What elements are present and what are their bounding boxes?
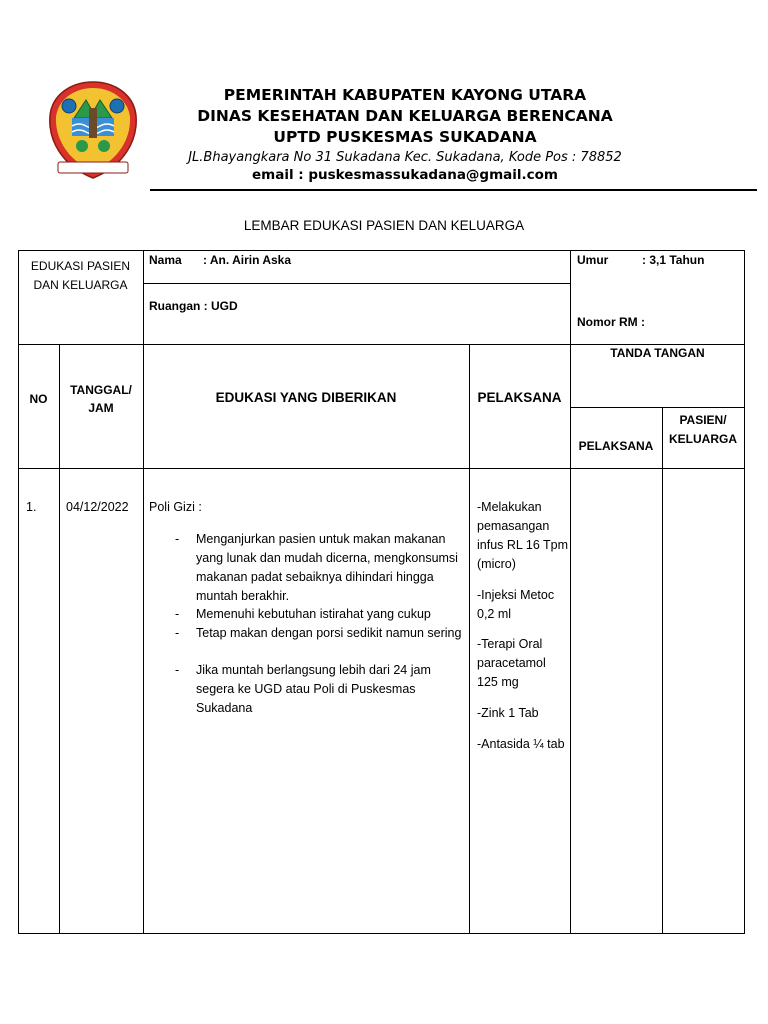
email: email : puskesmassukadana@gmail.com <box>251 167 558 183</box>
nama-value: : An. Airin Aska <box>203 253 292 267</box>
pelaksana-item: -Zink 1 Tab <box>477 706 539 720</box>
row-1-tanggal: 04/12/2022 <box>66 500 129 514</box>
pelaksana-item: -Terapi Oral paracetamol 125 mg <box>477 637 546 689</box>
pelaksana-item: -Injeksi Metoc 0,2 ml <box>477 588 555 621</box>
col-header-tanda-tangan: TANDA TANGAN <box>610 346 705 360</box>
header-divider <box>150 189 757 191</box>
col-header-ttd-pelaksana: PELAKSANA <box>578 439 654 453</box>
document-title: LEMBAR EDUKASI PASIEN DAN KELUARGA <box>243 218 525 233</box>
col-header-edukasi: EDUKASI YANG DIBERIKAN <box>215 390 397 405</box>
row-1-no: 1. <box>26 500 37 514</box>
agency-line-1: PEMERINTAH KABUPATEN KAYONG UTARA <box>223 86 587 104</box>
pelaksana-item: -Melakukan pemasangan infus RL 16 Tpm (micro) <box>477 500 569 571</box>
pelaksana-item: -Antasida ¼ tab <box>477 737 565 751</box>
umur-value: : 3,1 Tahun <box>642 253 705 267</box>
address: JL.Bhayangkara No 31 Sukadana Kec. Sukadana, Kode Pos : 78852 <box>188 150 622 165</box>
agency-line-2: DINAS KESEHATAN DAN KELUARGA BERENCANA <box>197 107 613 125</box>
row-1-edukasi-title: Poli Gizi : <box>149 500 202 514</box>
kabupaten-kayong-utara-logo <box>44 78 142 186</box>
agency-line-3: UPTD PUSKESMAS SUKADANA <box>273 128 537 146</box>
col-header-no: NO <box>29 392 48 406</box>
umur-label: Umur <box>577 253 609 267</box>
col-header-ttd-pasien: PASIEN/ KELUARGA <box>669 413 737 446</box>
col-header-tanggal: TANGGAL/ JAM <box>70 383 132 415</box>
nama-label: Nama <box>149 253 182 267</box>
col-header-pelaksana: PELAKSANA <box>477 390 562 405</box>
ruangan-field: Ruangan : UGD <box>149 299 238 313</box>
nomor-rm-field: Nomor RM : <box>577 315 645 329</box>
section-label: EDUKASI PASIEN DAN KELUARGA <box>30 259 131 292</box>
